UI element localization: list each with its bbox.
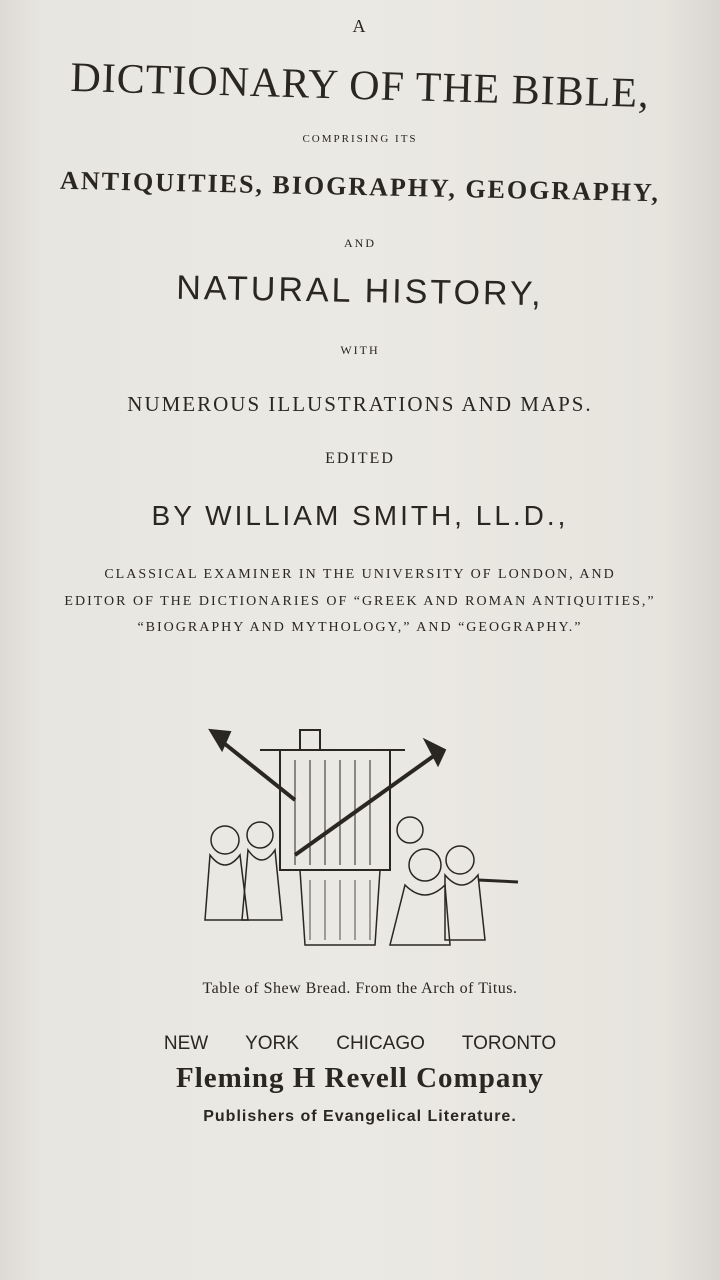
- illustration-caption: Table of Shew Bread. From the Arch of Titus.: [202, 980, 518, 997]
- table-of-shewbread-illustration: [200, 720, 530, 960]
- credentials-line-3: “BIOGRAPHY AND MYTHOLOGY,” AND “GEOGRAPHY.”: [137, 620, 583, 635]
- comprising-line: COMPRISING ITS: [302, 133, 418, 145]
- publisher-tagline: Publishers of Evangelical Literature.: [203, 1108, 517, 1125]
- subjects-line: ANTIQUITIES, BIOGRAPHY, GEOGRAPHY,: [59, 165, 661, 208]
- publisher-cities: NEW YORK CHICAGO TORONTO: [163, 1033, 557, 1054]
- author-line: BY WILLIAM SMITH, LL.D.,: [151, 500, 569, 531]
- article-a: A: [352, 16, 368, 36]
- book-title: DICTIONARY OF THE BIBLE,: [69, 54, 651, 118]
- credentials-line-2: EDITOR OF THE DICTIONARIES OF “GREEK AND ROMAN ANTIQUITIES,”: [64, 594, 656, 609]
- illustrations-line: NUMEROUS ILLUSTRATIONS AND MAPS.: [127, 392, 593, 416]
- and-line: AND: [344, 236, 376, 250]
- natural-history-line: NATURAL HISTORY,: [176, 268, 544, 314]
- with-line: WITH: [340, 343, 380, 357]
- publisher-name: Fleming H Revell Company: [176, 1062, 544, 1094]
- edited-line: EDITED: [325, 450, 395, 467]
- credentials-line-1: CLASSICAL EXAMINER IN THE UNIVERSITY OF LONDON, AND: [104, 567, 616, 582]
